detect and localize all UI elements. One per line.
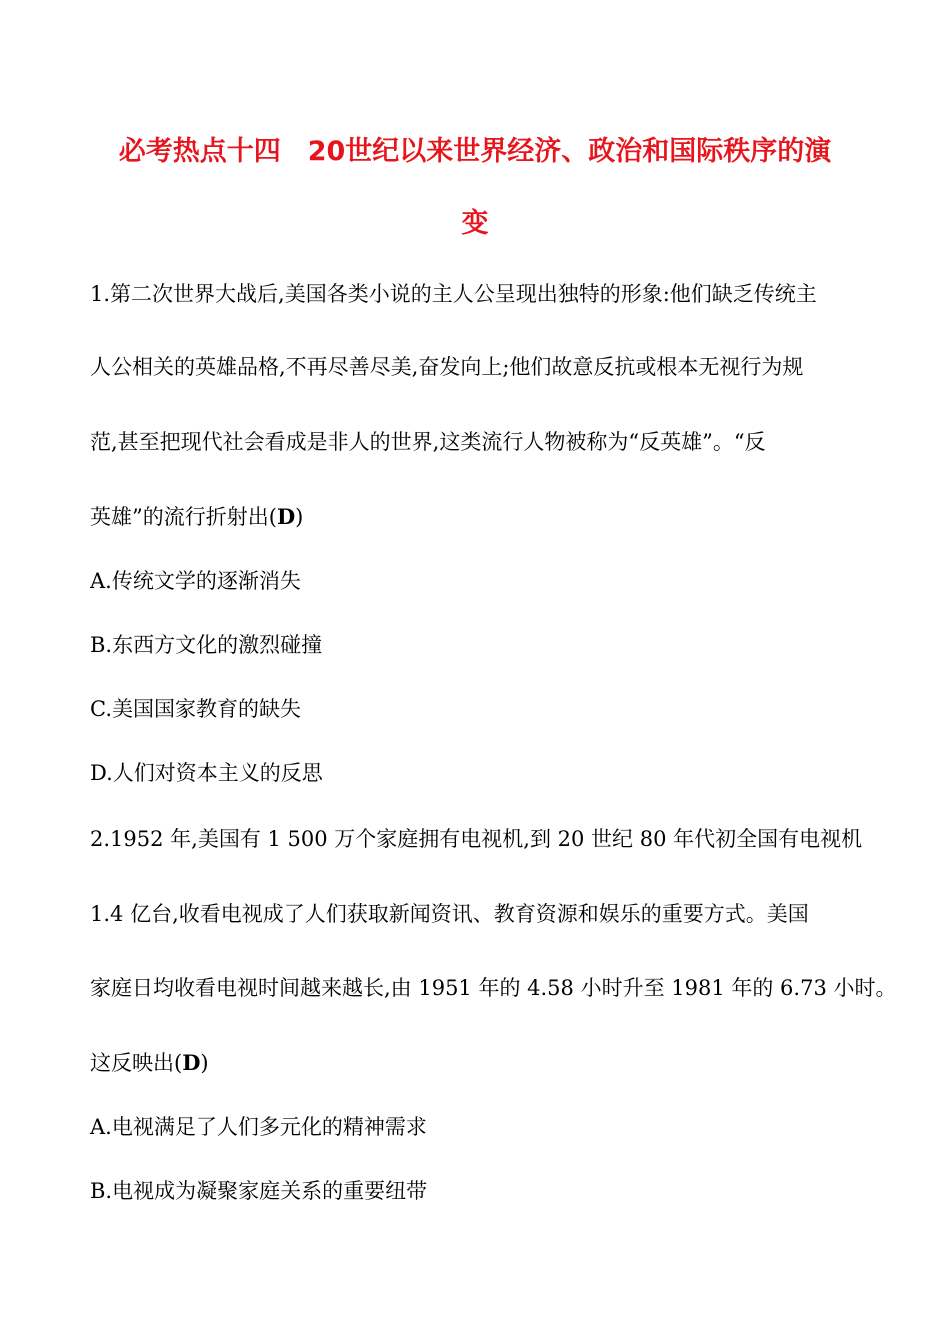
question-1-option-c: C.美国国家教育的缺失 <box>90 697 301 721</box>
question-2-paren-close: ) <box>200 1051 209 1075</box>
question-1-line-3: 范,甚至把现代社会看成是非人的世界,这类流行人物被称为“反英雄”。“反 <box>90 430 766 454</box>
question-2-line-1: 2.1952 年,美国有 1 500 万个家庭拥有电视机,到 20 世纪 80 年代初全国有电视机 <box>90 827 863 851</box>
question-1-answer: D <box>276 504 296 529</box>
page-title-line-2: 变 <box>461 208 489 239</box>
question-1-stem-end: 英雄”的流行折射出( <box>90 505 277 529</box>
question-1-line-1: 1.第二次世界大战后,美国各类小说的主人公呈现出独特的形象:他们缺乏传统主 <box>90 282 817 306</box>
question-1-option-a: A.传统文学的逐渐消失 <box>90 569 301 593</box>
question-1-line-2: 人公相关的英雄品格,不再尽善尽美,奋发向上;他们故意反抗或根本无视行为规 <box>90 355 804 379</box>
question-2-option-a: A.电视满足了人们多元化的精神需求 <box>90 1115 427 1139</box>
question-1-paren-close: ) <box>295 505 304 529</box>
question-1-option-d: D.人们对资本主义的反思 <box>90 761 323 785</box>
question-2-line-4 <box>90 1048 209 1078</box>
page-title-line-1: 必考热点十四 20世纪以来世界经济、政治和国际秩序的演 <box>118 136 832 167</box>
question-2-line-3: 家庭日均收看电视时间越来越长,由 1951 年的 4.58 小时升至 1981 年的 6.73 小时。 <box>90 976 897 1000</box>
question-2-stem-end: 这反映出( <box>90 1051 183 1075</box>
question-1-line-4 <box>90 502 303 532</box>
question-2-line-2: 1.4 亿台,收看电视成了人们获取新闻资讯、教育资源和娱乐的重要方式。美国 <box>90 902 809 926</box>
question-1-option-b: B.东西方文化的激烈碰撞 <box>90 633 323 657</box>
question-2-answer: D <box>182 1050 201 1075</box>
question-2-option-b: B.电视成为凝聚家庭关系的重要纽带 <box>90 1179 428 1203</box>
